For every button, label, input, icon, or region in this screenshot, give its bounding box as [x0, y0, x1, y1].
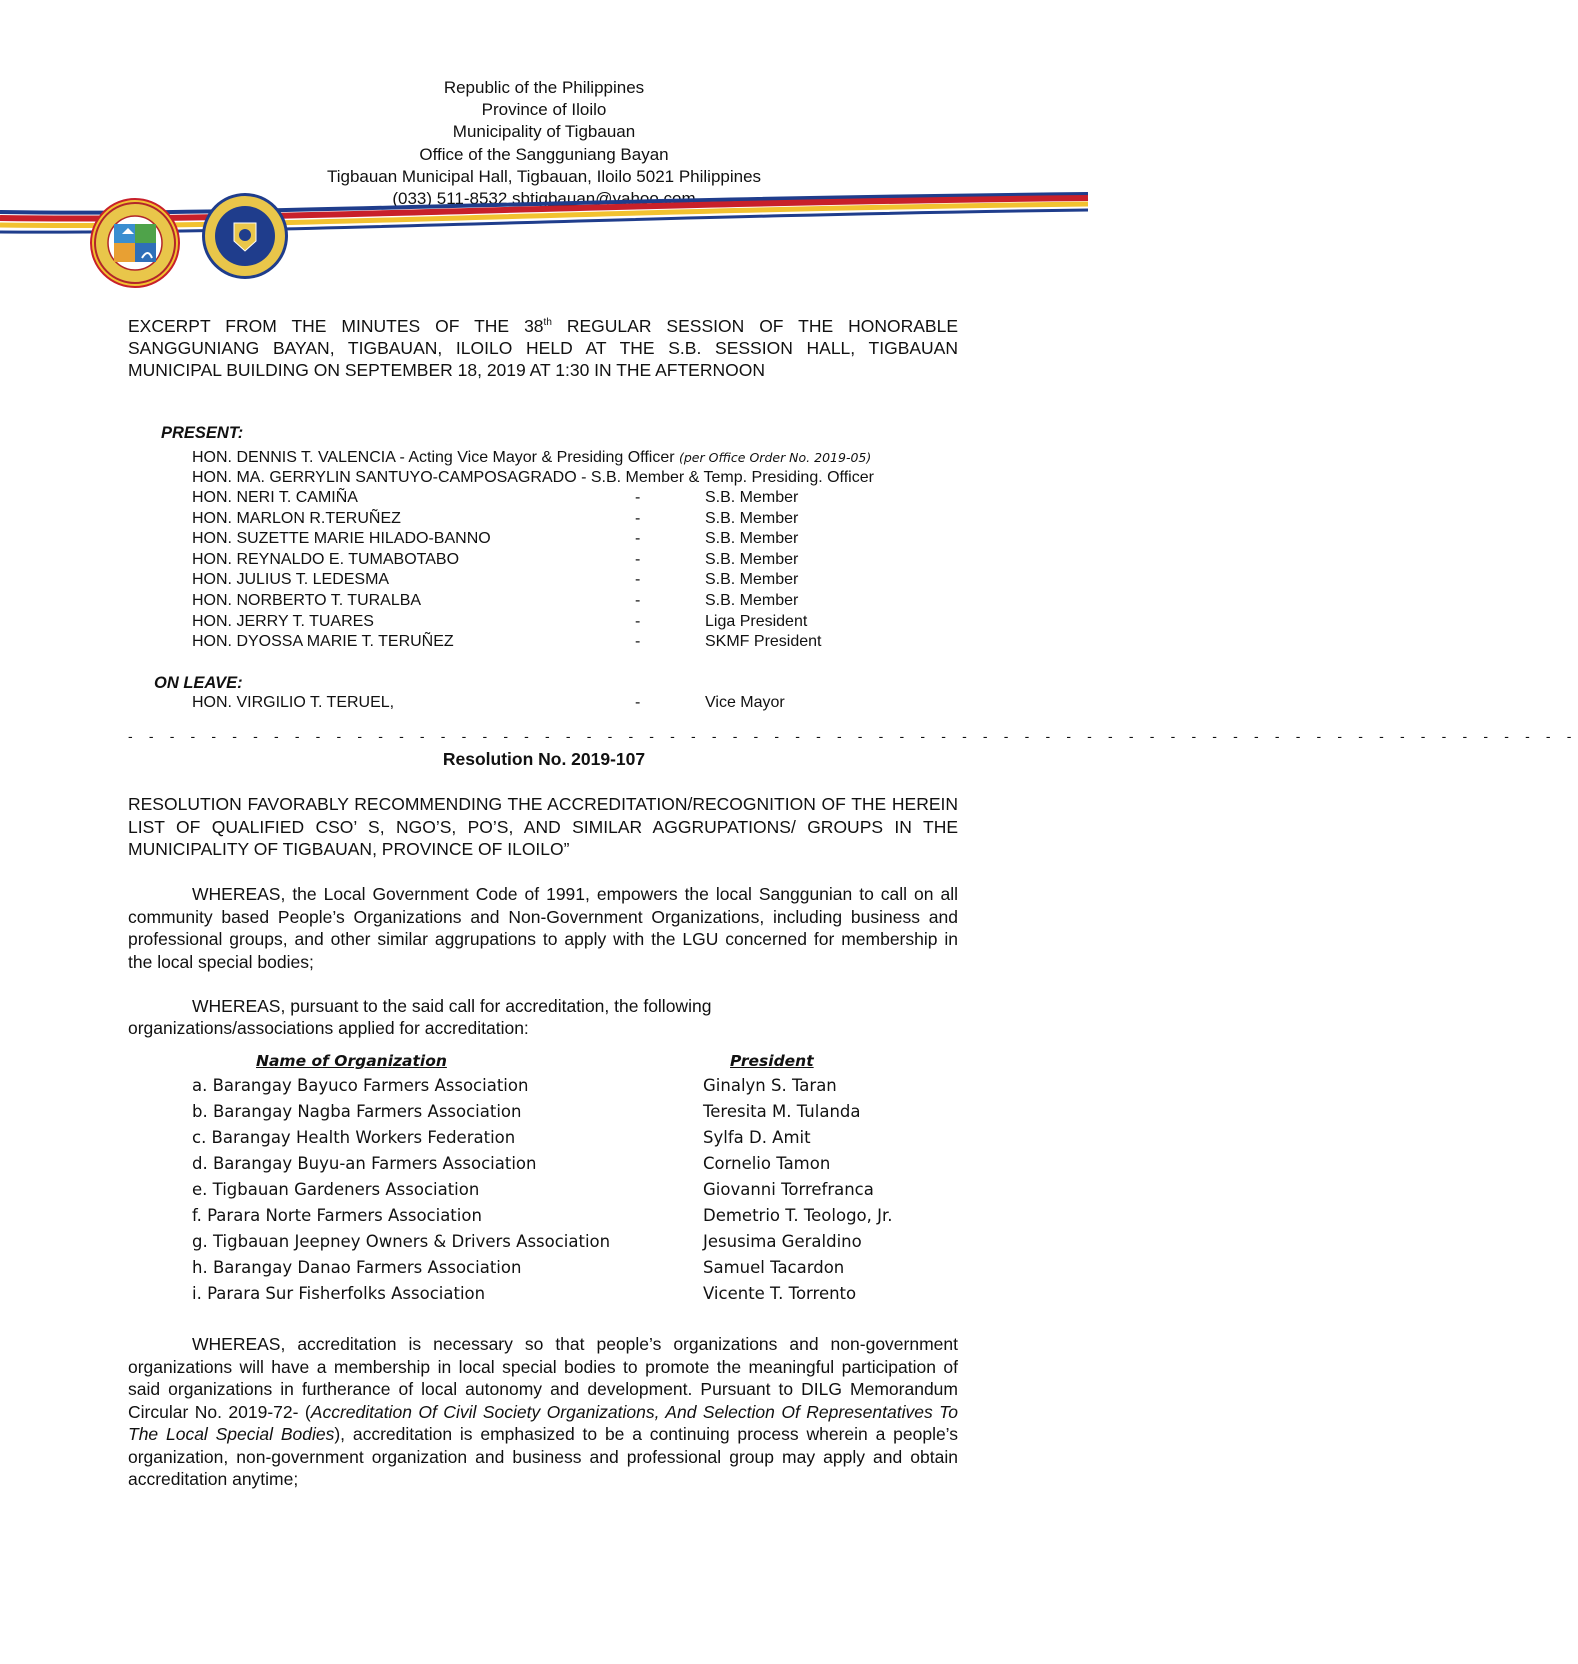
- member-role: S.B. Member: [705, 530, 799, 548]
- office-order-note: (per Office Order No. 2019-05): [678, 450, 872, 465]
- member-separator: -: [635, 571, 641, 589]
- organization-name: e. Tigbauan Gardeners Association: [192, 1180, 480, 1199]
- organization-name: g. Tigbauan Jeepney Owners & Drivers Association: [192, 1232, 611, 1251]
- whereas-paragraph-2-line1: WHEREAS, pursuant to the said call for accreditation, the following: [192, 996, 712, 1016]
- member-name: HON. NORBERTO T. TURALBA: [192, 592, 422, 609]
- organization-president: Samuel Tacardon: [703, 1258, 845, 1277]
- temp-presiding-line: HON. MA. GERRYLIN SANTUYO-CAMPOSAGRADO - S.B. Member & Temp. Presiding. Officer: [192, 469, 874, 486]
- member-role: SKMF President: [705, 633, 822, 651]
- member-role: S.B. Member: [705, 571, 799, 589]
- member-name: HON. DYOSSA MARIE T. TERUÑEZ: [192, 633, 454, 651]
- on-leave-role: Vice Mayor: [705, 694, 785, 711]
- member-role: S.B. Member: [705, 550, 799, 568]
- organization-name: h. Barangay Danao Farmers Association: [192, 1258, 522, 1277]
- member-name: HON. REYNALDO E. TUMABOTABO: [192, 550, 460, 568]
- excerpt-superscript: th: [543, 317, 552, 328]
- resolution-number: Resolution No. 2019-107: [442, 749, 646, 769]
- member-name: HON. SUZETTE MARIE HILADO-BANNO: [192, 530, 491, 548]
- member-role: S.B. Member: [705, 509, 799, 527]
- organization-name: b. Barangay Nagba Farmers Association: [192, 1102, 522, 1121]
- member-separator: -: [635, 509, 641, 527]
- municipality-seal: [90, 198, 180, 288]
- header-phone: (033) 511-8532: [392, 189, 513, 208]
- member-name: HON. NERI T. CAMIÑA: [192, 489, 358, 506]
- member-name: HON. JERRY T. TUARES: [192, 612, 374, 630]
- organization-president: Vicente T. Torrento: [703, 1284, 857, 1303]
- member-role: S.B. Member: [705, 489, 799, 506]
- whereas-3-text-start: WHEREAS, accreditation is necessary so that people’s organizations and non-government organizations will have a membership in local special bodies to promote the meaningful participation of said organizations in furtherance of local autonomy and development. Pursuant to DILG Memorandum Circular No. 2019-72- (: [128, 1334, 958, 1422]
- resolution-title: RESOLUTION FAVORABLY RECOMMENDING THE ACCREDITATION/RECOGNITION OF THE HEREIN LIST OF QUALIFIED CSO’ S, NGO’S, PO’S, AND SIMILAR AGGRUPATIONS/ GROUPS IN THE MUNICIPALITY OF TIGBAUAN, PROVINCE OF ILOILO”: [128, 794, 958, 859]
- excerpt-text-start: EXCERPT FROM THE MINUTES OF THE 38: [128, 315, 544, 336]
- member-separator: -: [635, 550, 641, 568]
- header-republic: Republic of the Philippines: [443, 78, 645, 97]
- presiding-officer-text: HON. DENNIS T. VALENCIA - Acting Vice Mayor & Presiding Officer: [192, 449, 679, 466]
- organization-president: Teresita M. Tulanda: [703, 1102, 861, 1121]
- on-leave-label: ON LEAVE:: [154, 674, 243, 692]
- organization-name: f. Parara Norte Farmers Association: [192, 1206, 482, 1225]
- sangguniang-bayan-seal: [202, 193, 288, 279]
- whereas-paragraph-2-line2: organizations/associations applied for accreditation:: [128, 1018, 529, 1038]
- header-municipality: Municipality of Tigbauan: [452, 122, 636, 141]
- member-separator: -: [635, 592, 641, 609]
- excerpt-text-end: REGULAR SESSION OF THE HONORABLE SANGGUNIANG BAYAN, TIGBAUAN, ILOILO HELD AT THE S.B. SESSION HALL, TIGBAUAN MUNICIPAL BUILDING ON SEPTEMBER 18, 2019 AT 1:30 IN THE AFTERNOON: [128, 315, 958, 380]
- presiding-officer-line: [192, 448, 871, 468]
- organization-president: Cornelio Tamon: [703, 1154, 831, 1173]
- organization-president: Ginalyn S. Taran: [703, 1076, 837, 1095]
- organization-name: d. Barangay Buyu-an Farmers Association: [192, 1154, 537, 1173]
- organization-president: Sylfa D. Amit: [703, 1128, 811, 1147]
- member-role: S.B. Member: [705, 592, 799, 609]
- whereas-paragraph-1: WHEREAS, the Local Government Code of 1991, empowers the local Sanggunian to call on all community based People’s Organizations and Non-Government Organizations, including business and professional groups, and other similar aggrupations to apply with the LGU concerned for membership in the local special bodies;: [128, 884, 958, 972]
- organization-president: Giovanni Torrefranca: [703, 1180, 874, 1199]
- organization-name: c. Barangay Health Workers Federation: [192, 1128, 516, 1147]
- member-separator: -: [635, 633, 641, 651]
- organization-president: Jesusima Geraldino: [703, 1232, 862, 1251]
- header-province: Province of Iloilo: [481, 100, 607, 119]
- member-separator: -: [635, 489, 641, 506]
- on-leave-name: HON. VIRGILIO T. TERUEL,: [192, 694, 395, 711]
- member-role: Liga President: [705, 612, 808, 630]
- whereas-paragraph-3: [128, 1333, 958, 1491]
- header-email-link[interactable]: sbtigbauan@yahoo.com: [512, 189, 696, 208]
- section-divider: - - - - - - - - - - - - - - - - - - - - - - - - - - - - - - - - - - - - - - - - - - - - - - - - - - - - - - - - - - - - - - - - - - - - - -: [128, 728, 1578, 744]
- member-name: HON. MARLON R.TERUÑEZ: [192, 509, 401, 527]
- dilg-circular-title: Accreditation Of Civil Society Organizations, And Selection Of Representatives To The Local Special Bodies: [128, 1401, 958, 1444]
- on-leave-separator: -: [635, 694, 641, 711]
- organization-name: i. Parara Sur Fisherfolks Association: [192, 1284, 486, 1303]
- header-office: Office of the Sangguniang Bayan: [419, 145, 669, 164]
- whereas-3-text-end: ), accreditation is emphasized to be a continuing process wherein a people’s organization, non-government organization and business and professional group may apply and obtain accreditation anytime;: [128, 1424, 959, 1489]
- organization-name: a. Barangay Bayuco Farmers Association: [192, 1076, 529, 1095]
- header-address: Tigbauan Municipal Hall, Tigbauan, Iloilo 5021 Philippines: [326, 167, 762, 186]
- present-label: PRESENT:: [161, 424, 244, 442]
- member-name: HON. JULIUS T. LEDESMA: [192, 571, 390, 589]
- organization-president: Demetrio T. Teologo, Jr.: [703, 1206, 893, 1225]
- president-header: President: [730, 1052, 814, 1070]
- org-name-header: Name of Organization: [256, 1052, 447, 1070]
- excerpt-heading: [128, 312, 958, 381]
- member-separator: -: [635, 612, 641, 630]
- member-separator: -: [635, 530, 641, 548]
